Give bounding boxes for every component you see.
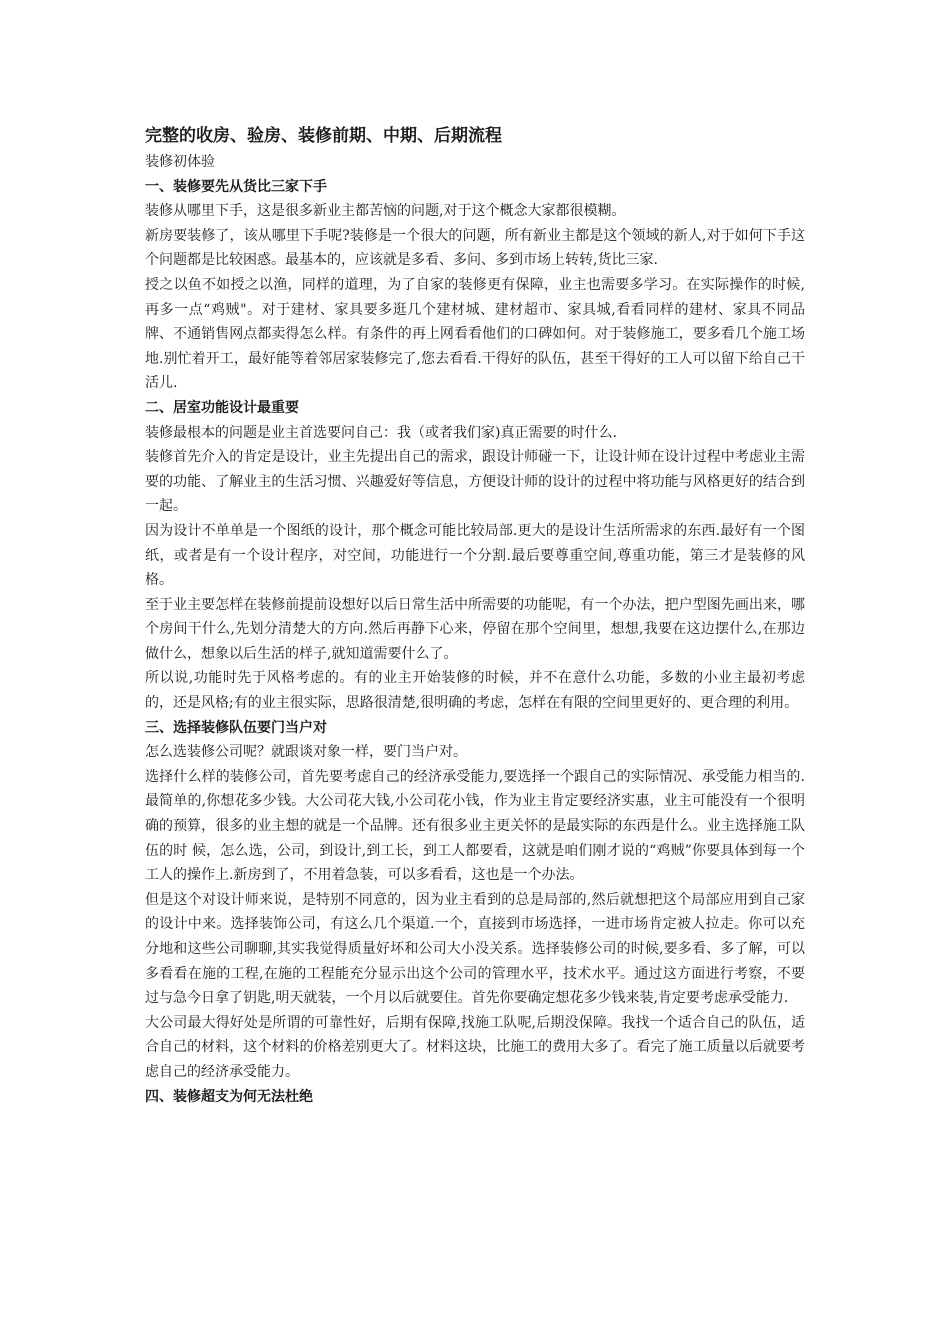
section-1 [145,175,805,396]
paragraph: 但是这个对设计师来说，是特别不同意的，因为业主看到的总是局部的,然后就想把这个局部应用到自己家的设计中来。选择装饰公司，有这么几个渠道.一个，直接到市场选择，一进市场肯定被人拉走。你可以充分地和这些公司聊聊,其实我觉得质量好坏和公司大小没关系。选择装修公司的时候,要多看、多了解，可以多看看在施的工程,在施的工程能充分显示出这个公司的管理水平，技术水平。通过这方面进行考察，不要过与急今日拿了钥匙,明天就装，一个月以后就要住。首先你要确定想花多少钱来装,肯定要考虑承受能力. [145,891,805,1007]
paragraph: 授之以鱼不如授之以渔，同样的道理，为了自家的装修更有保障，业主也需要多学习。在实际操作的时候,再多一点“鸡贼"。对于建材、家具要多逛几个建材城、建材超市、家具城,看看同样的建材、家具不同品牌、不通销售网点都卖得怎么样。有条件的再上网看看他们的口碑如何。对于装修施工，要多看几个施工场地.别忙着开工，最好能等着邻居家装修完了,您去看看.干得好的队伍，甚至干得好的工人可以留下给自己干活儿. [145,276,805,392]
section-heading: 三、选择装修队伍要门当户对 [145,719,327,736]
paragraph: 装修首先介入的肯定是设计，业主先提出自己的需求，跟设计师碰一下，让设计师在设计过程中考虑业主需要的功能、了解业主的生活习惯、兴趣爱好等信息，方便设计师的设计的过程中将功能与风格更好的结合到一起。 [145,449,805,515]
page-title: 完整的收房、验房、装修前期、中期、后期流程 [145,126,502,146]
section-3 [145,716,805,1085]
paragraph: 至于业主要怎样在装修前提前设想好以后日常生活中所需要的功能呢，有一个办法，把户型图先画出来，哪个房间干什么,先划分清楚大的方向.然后再静下心来，停留在那个空间里，想想,我要在这边摆什么,在那边做什么，想象以后生活的样子,就知道需要什么了。 [145,596,805,662]
paragraph: 因为设计不单单是一个图纸的设计，那个概念可能比较局部.更大的是设计生活所需求的东西.最好有一个图纸，或者是有一个设计程序，对空间，功能进行一个分割.最后要尊重空间,尊重功能，第三才是装修的风格。 [145,522,805,589]
section-heading: 二、居室功能设计最重要 [145,399,299,416]
section-2 [145,396,805,716]
document-body [145,122,805,1109]
paragraph: 大公司最大得好处是所谓的可靠性好，后期有保障,找施工队呢,后期没保障。我找一个适合自己的队伍，适合自己的材料，这个材料的价格差别更大了。材料这块，比施工的费用大多了。看完了施工质量以后就要考虑自己的经济承受能力。 [145,1014,805,1080]
section-heading: 一、装修要先从货比三家下手 [145,178,327,195]
paragraph: 新房要装修了，该从哪里下手呢?装修是一个很大的问题，所有新业主都是这个领域的新人,对于如何下手这个问题都是比较困惑。最基本的，应该就是多看、多问、多到市场上转转,货比三家. [145,227,805,269]
paragraph: 怎么选装修公司呢？就跟谈对象一样，要门当户对。 [145,744,467,761]
paragraph: 选择什么样的装修公司，首先要考虑自己的经济承受能力,要选择一个跟自己的实际情况、承受能力相当的.最简单的,你想花多少钱。大公司花大钱,小公司花小钱，作为业主肯定要经济实惠，业主可能没有一个很明确的预算，很多的业主想的就是一个品牌。还有很多业主更关怀的是最实际的东西是什么。业主选择施工队伍的时 候，怎么选，公司，到设计,到工长，到工人都要看，这就是咱们刚才说的“鸡贼”你要具体到每一个工人的操作上.新房到了，不用着急装，可以多看看，这也是一个办法。 [145,768,805,884]
paragraph: 装修最根本的问题是业主首选要问自己：我（或者我们家)真正需要的时什么. [145,424,617,441]
paragraph: 装修从哪里下手，这是很多新业主都苦恼的问题,对于这个概念大家都很模糊。 [145,203,626,220]
paragraph: 所以说,功能时先于风格考虑的。有的业主开始装修的时候，并不在意什么功能，多数的小业主最初考虑的，还是风格;有的业主很实际，思路很清楚,很明确的考虑，怎样在有限的空间里更好的、更合理的利用。 [145,670,805,712]
section-4 [145,1085,805,1110]
section-heading: 四、装修超支为何无法杜绝 [145,1088,313,1105]
subtitle: 装修初体验 [145,154,215,170]
